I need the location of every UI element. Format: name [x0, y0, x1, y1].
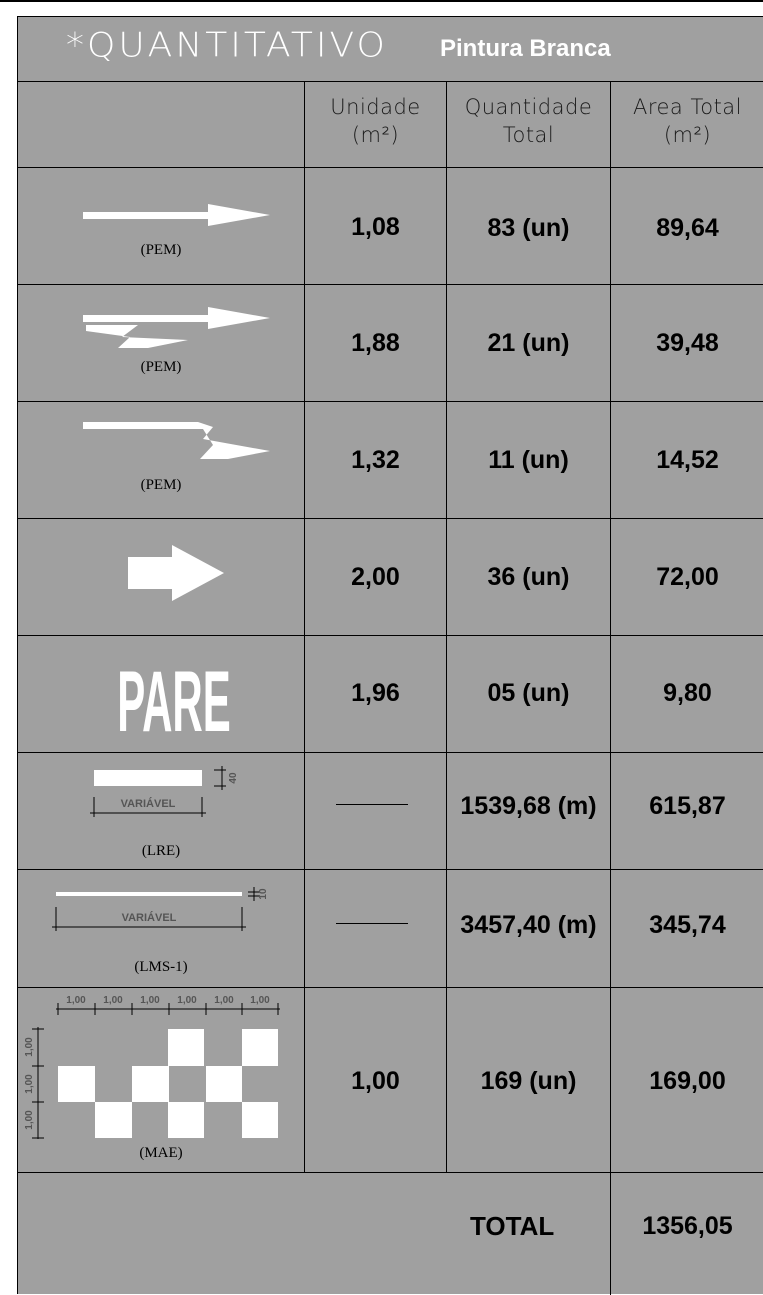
- lre-line-icon: [78, 761, 268, 831]
- row-quantidade: 36 (un): [487, 563, 570, 591]
- row-quantidade: 3457,40 (m): [460, 911, 597, 939]
- row-label: (PEM): [140, 477, 182, 493]
- divider: [18, 401, 763, 402]
- variavel-label: VARIÁVEL: [121, 912, 177, 924]
- header-quantidade: [447, 93, 610, 149]
- pare-marking-icon: [114, 649, 234, 739]
- wide-arrow-icon: [122, 541, 232, 605]
- header-unidade-line1: Unidade: [330, 95, 421, 119]
- dimension-label: 1,00: [66, 995, 86, 1006]
- pare-text: PARE: [117, 654, 231, 739]
- dimension-label: 1,00: [24, 1037, 35, 1057]
- divider: [18, 869, 763, 870]
- header-unidade-line2: (m²): [351, 123, 400, 147]
- dimension-label: 1,00: [103, 995, 123, 1006]
- row-label: (LMS-1): [134, 959, 188, 975]
- header-unidade: [305, 93, 446, 149]
- row-unidade: 1,88: [351, 329, 400, 357]
- divider: [18, 284, 763, 285]
- total-label: TOTAL: [470, 1211, 555, 1241]
- row-label: (MAE): [139, 1145, 183, 1161]
- dimension-label: 1,00: [140, 995, 160, 1006]
- row-quantidade: 169 (un): [480, 1067, 577, 1095]
- row-area: 89,64: [656, 214, 719, 242]
- table-subtitle: Pintura Branca: [440, 35, 611, 62]
- dimension-label: 1,00: [250, 995, 270, 1006]
- quantity-table: [17, 16, 763, 1294]
- total-value: 1356,05: [642, 1212, 733, 1240]
- header-area-line1: Area Total: [632, 95, 743, 119]
- table-title: *QUANTITATIVO: [66, 26, 388, 65]
- column-divider: [446, 81, 447, 1172]
- header-quantidade-line2: Total: [502, 123, 555, 147]
- row-label: (LRE): [141, 843, 181, 859]
- turn-arrow-icon: [78, 417, 278, 467]
- row-area: 9,80: [663, 679, 712, 707]
- mae-checkered-icon: [18, 989, 304, 1169]
- straight-arrow-icon: [78, 201, 278, 231]
- divider: [18, 518, 763, 519]
- row-quantidade: 05 (un): [487, 679, 570, 707]
- divider: [18, 1172, 763, 1173]
- divider: [18, 635, 763, 636]
- row-unidade: 2,00: [351, 563, 400, 591]
- divider: [18, 167, 763, 168]
- dimension-label: 40: [228, 772, 239, 784]
- row-label: (PEM): [140, 359, 182, 375]
- row-area: 169,00: [649, 1067, 726, 1095]
- row-label: (PEM): [140, 242, 182, 258]
- divider: [18, 752, 763, 753]
- header-area: [611, 93, 763, 149]
- variavel-label: VARIÁVEL: [120, 798, 176, 810]
- row-unidade: 1,00: [351, 1067, 400, 1095]
- header-quantidade-line1: Quantidade: [464, 95, 593, 119]
- row-unidade: 1,08: [351, 213, 400, 241]
- straight-and-turn-arrow-icon: [78, 295, 278, 355]
- row-quantidade: 1539,68 (m): [460, 792, 597, 820]
- dimension-label: 1,00: [214, 995, 234, 1006]
- row-area: 39,48: [656, 329, 719, 357]
- header-area-line2: (m²): [663, 123, 712, 147]
- column-divider: [304, 81, 305, 1172]
- row-quantidade: 11 (un): [488, 446, 569, 474]
- dimension-label: 1,00: [24, 1074, 35, 1094]
- row-quantidade: 83 (un): [487, 214, 570, 242]
- lms-line-icon: [48, 879, 288, 949]
- row-area: 345,74: [649, 911, 726, 939]
- dimension-label: 1,00: [177, 995, 197, 1006]
- divider: [18, 987, 763, 988]
- empty-value-line: [336, 923, 408, 924]
- divider: [18, 81, 763, 82]
- row-quantidade: 21 (un): [487, 329, 570, 357]
- row-area: 72,00: [656, 563, 719, 591]
- row-unidade: 1,96: [351, 679, 400, 707]
- row-area: 14,52: [656, 446, 719, 474]
- top-border: [0, 0, 763, 2]
- dimension-label: 1,00: [24, 1110, 35, 1130]
- dimension-label: 10: [258, 888, 269, 900]
- empty-value-line: [336, 804, 408, 805]
- row-area: 615,87: [649, 792, 726, 820]
- row-unidade: 1,32: [351, 446, 400, 474]
